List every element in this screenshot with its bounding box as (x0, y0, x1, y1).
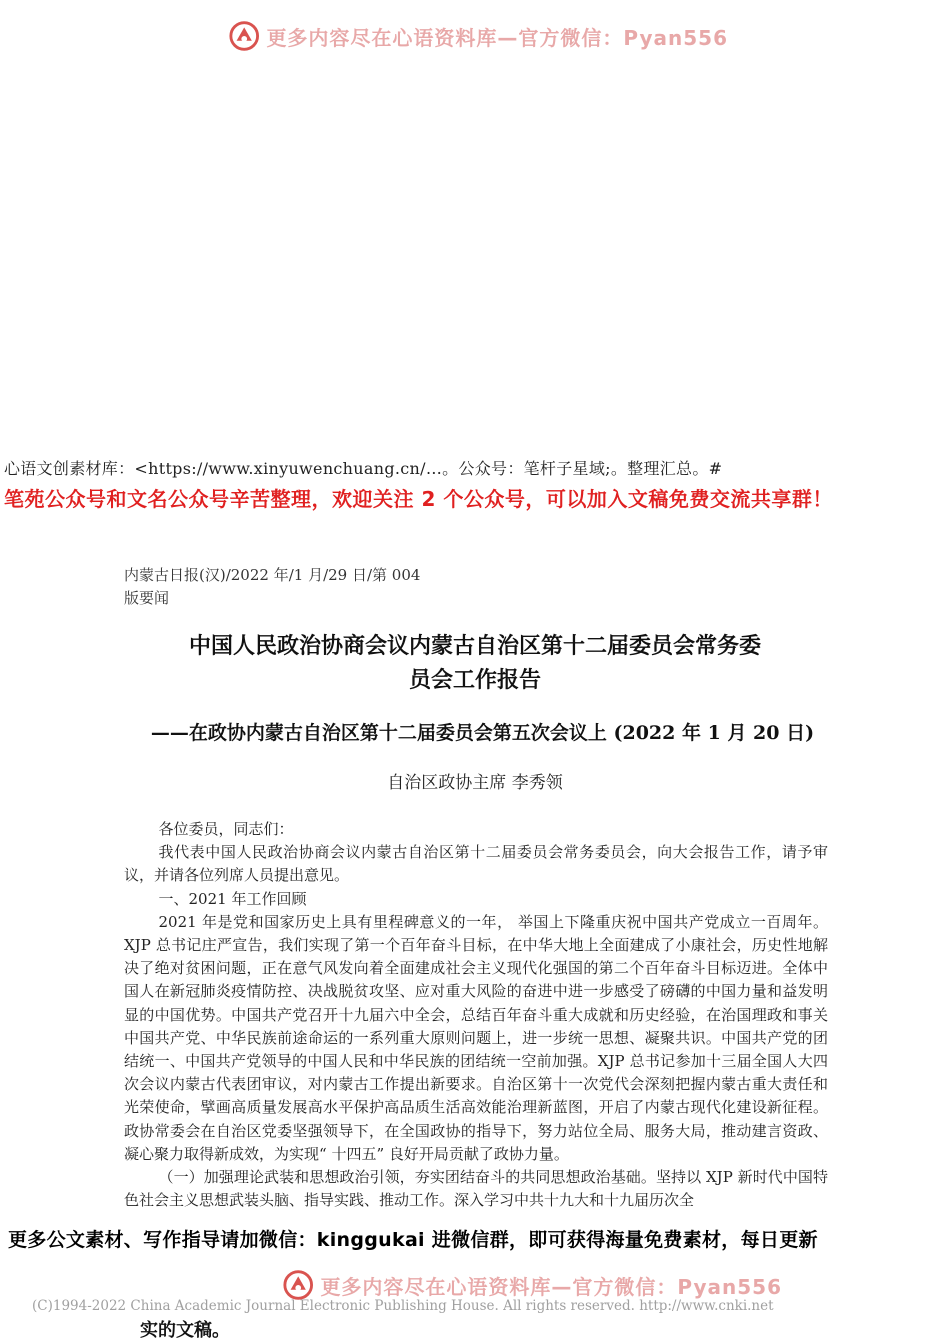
title-line-1: 中国人民政治协商会议内蒙古自治区第十二届委员会常务委 (188, 634, 761, 659)
paragraph-1: 我代表中国人民政治协商会议内蒙古自治区第十二届委员会常务委员会，向大会报告工作，请予审议，并请各位列席人员提出意见。 (124, 843, 828, 885)
promo-banner: 更多公文素材、写作指导请加微信：kinggukai 进微信群，即可获得海量免费素材，每日更新 (8, 1229, 818, 1251)
tail-text: 实的文稿。 (140, 1320, 230, 1341)
watermark-logo-icon (282, 1268, 314, 1302)
subtitle: ——在政协内蒙古自治区第十二届委员会第五次会议上 (2022 年 1 月 20 日) (150, 722, 815, 744)
watermark-bottom (282, 1268, 782, 1302)
article-body (124, 818, 828, 1212)
source-line: 心语文创素材库：<https://www.xinyuwenchuang.cn/…。公众号：笔杆子星域;。整理汇总。# (4, 459, 723, 478)
meta-line-2: 版要闻 (124, 589, 170, 607)
watermark-logo-icon (228, 19, 260, 53)
watermark-text: 更多内容尽在心语资料库—官方微信：Pyan556 (266, 25, 728, 50)
author-line: 自治区政协主席 李秀领 (387, 773, 563, 793)
page-title (110, 630, 840, 698)
red-banner: 笔苑公众号和文名公众号辛苦整理，欢迎关注 2 个公众号，可以加入文稿免费交流共享群！ (4, 487, 833, 511)
paragraph-2: 2021 年是党和国家历史上具有里程碑意义的一年， 举国上下隆重庆祝中国共产党成立一百周年。XJP 总书记庄严宣告，我们实现了第一个百年奋斗目标，在中华大地上全面建成了小康社会，历史性地解决了绝对贫困问题，正在意气风发向着全面建成社会主义现代化强国的第二个百年奋斗目标迈进。全体中国人在新冠肺炎疫情防控、决战脱贫攻坚、应对重大风险的奋进中进一步感受了磅礴的中国力量和益发明显的中国优势。中国共产党召开十九届六中全会，总结百年奋斗重大成就和历史经验，在治国理政和事关中国共产党、中华民族前途命运的一系列重大原则问题上，进一步统一思想、凝聚共识。中国共产党的团结统一、中国共产党领导的中国人民和中华民族的团结统一空前加强。XJP 总书记参加十三届全国人大四次会议内蒙古代表团审议，对内蒙古工作提出新要求。自治区第十一次党代会深刻把握内蒙古重大责任和光荣使命，擘画高质量发展高水平保护高品质生活高效能治理新蓝图，开启了内蒙古现代化建设新征程。政协常委会在自治区党委坚强领导下，在全国政协的指导下，努力站位全局、服务大局，推动建言资政、凝心聚力取得新成效，为实现“ 十四五” 良好开局贡献了政协力量。 (124, 912, 828, 1163)
watermark-text: 更多内容尽在心语资料库—官方微信：Pyan556 (320, 1274, 782, 1299)
section-heading-1: 一、2021 年工作回顾 (158, 889, 307, 908)
watermark-top (228, 18, 728, 54)
meta-line-1: 内蒙古日报(汉)/2022 年/1 月/29 日/第 004 (124, 566, 421, 584)
salutation: 各位委员，同志们： (158, 820, 294, 838)
title-line-2: 员会工作报告 (408, 668, 541, 693)
copyright-line: (C)1994-2022 China Academic Journal Electronic Publishing House. All rights reserved. http://www.cnki.net (32, 1298, 774, 1314)
paragraph-3: （一）加强理论武装和思想政治引领，夯实团结奋斗的共同思想政治基础。坚持以 XJP 新时代中国特色社会主义思想武装头脑、指导实践、推动工作。深入学习中共十九大和十九届历次全 (124, 1168, 828, 1210)
